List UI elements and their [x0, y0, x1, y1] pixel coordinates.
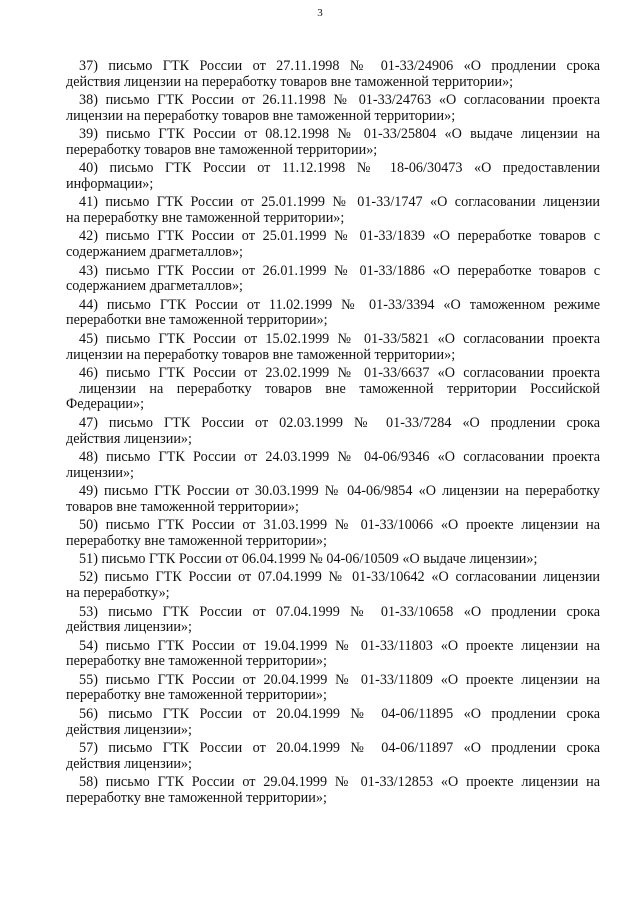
list-item-continuation-line: действия лицензии»; — [66, 619, 192, 636]
list-item — [66, 229, 600, 261]
list-item-first-line: 44) письмо ГТК России от 11.02.1999 № 01-33/3394 «О таможенном режиме — [79, 296, 600, 313]
list-item-continuation-line: лицензии на переработку товаров вне таможенной территории»; — [66, 107, 456, 124]
list-item-continuation-line: переработку товаров вне таможенной территории»; — [66, 141, 378, 158]
list-item — [66, 605, 600, 637]
list-item-first-line: 38) письмо ГТК России от 26.11.1998 № 01-33/24763 «О согласовании проекта — [79, 92, 600, 109]
list-item-continuation-line: действия лицензии»; — [66, 430, 192, 447]
list-item-first-line: 50) письмо ГТК России от 31.03.1999 № 01-33/10066 «О проекте лицензии на — [79, 517, 600, 534]
list-item-first-line: 53) письмо ГТК России от 07.04.1999 № 01-33/10658 «О продлении срока — [79, 603, 600, 620]
list-item-first-line: 51) письмо ГТК России от 06.04.1999 № 04-06/10509 «О выдаче лицензии»; — [79, 551, 538, 568]
list-item — [66, 161, 600, 193]
page-number: 3 — [317, 7, 323, 19]
list-item — [66, 570, 600, 602]
list-item-first-line: 48) письмо ГТК России от 24.03.1999 № 04-06/9346 «О согласовании проекта — [79, 448, 600, 465]
list-item-continuation-line: действия лицензии на переработку товаров вне таможенной территории»; — [66, 73, 514, 90]
list-item — [66, 450, 600, 482]
list-item-continuation-line: на переработку»; — [66, 585, 170, 602]
list-item — [66, 127, 600, 159]
list-item-continuation-line: Федерации»; — [66, 396, 145, 413]
list-item-continuation-line: действия лицензии»; — [66, 755, 192, 772]
list-item — [66, 552, 600, 568]
list-item — [66, 775, 600, 807]
list-item-first-line: 56) письмо ГТК России от 20.04.1999 № 04-06/11895 «О продлении срока — [79, 705, 600, 722]
list-item-first-line: 52) письмо ГТК России от 07.04.1999 № 01-33/10642 «О согласовании лицензии — [79, 569, 600, 586]
list-item-first-line: 40) письмо ГТК России от 11.12.1998 № 18-06/30473 «О предоставлении — [79, 160, 600, 177]
list-item-first-line: 37) письмо ГТК России от 27.11.1998 № 01-33/24906 «О продлении срока — [79, 58, 600, 74]
list-item-continuation-line: товаров вне таможенной территории»; — [66, 498, 299, 515]
list-item-first-line: 46) письмо ГТК России от 23.02.1999 № 01-33/6637 «О согласовании проекта — [79, 364, 600, 381]
list-item-continuation-line: переработку вне таможенной территории»; — [66, 789, 327, 806]
list-item-continuation-line: лицензии на переработку товаров вне таможенной территории»; — [66, 346, 456, 363]
list-item-first-line: 57) письмо ГТК России от 20.04.1999 № 04-06/11897 «О продлении срока — [79, 739, 600, 756]
list-item-continuation-line: переработку вне таможенной территории»; — [66, 653, 327, 670]
list-item — [66, 298, 600, 330]
list-item — [66, 59, 600, 91]
list-item-first-line: 39) письмо ГТК России от 08.12.1998 № 01-33/25804 «О выдаче лицензии на — [79, 126, 600, 143]
list-item-first-line: 54) письмо ГТК России от 19.04.1999 № 01-33/11803 «О проекте лицензии на — [79, 637, 600, 654]
list-item-continuation-line: лицензии»; — [66, 464, 134, 481]
list-item — [66, 264, 600, 296]
list-item-continuation-line: содержанием драгметаллов»; — [66, 244, 243, 261]
list-item-continuation-line: переработку вне таможенной территории»; — [66, 687, 327, 704]
list-item — [66, 366, 600, 413]
list-item — [66, 484, 600, 516]
list-item-first-line: 49) письмо ГТК России от 30.03.1999 № 04-06/9854 «О лицензии на переработку — [79, 482, 600, 499]
list-item-first-line: 47) письмо ГТК России от 02.03.1999 № 01-33/7284 «О продлении срока — [79, 414, 600, 431]
list-item-continuation-line: переработки вне таможенной территории»; — [66, 312, 328, 329]
list-item-first-line: 45) письмо ГТК России от 15.02.1999 № 01-33/5821 «О согласовании проекта — [79, 330, 600, 347]
list-item-first-line: 43) письмо ГТК России от 26.01.1999 № 01-33/1886 «О переработке товаров с — [79, 262, 600, 279]
list-item — [66, 741, 600, 773]
list-item-first-line: 55) письмо ГТК России от 20.04.1999 № 01-33/11809 «О проекте лицензии на — [79, 671, 600, 688]
list-item-continuation-line: на переработку вне таможенной территории»; — [66, 210, 345, 227]
list-item — [66, 639, 600, 671]
list-item — [66, 332, 600, 364]
list-item — [66, 518, 600, 550]
list-item — [66, 707, 600, 739]
list-item-first-line: 41) письмо ГТК России от 25.01.1999 № 01-33/1747 «О согласовании лицензии — [79, 194, 600, 211]
letter-list — [66, 59, 600, 809]
list-item-continuation-line: переработку вне таможенной территории»; — [66, 532, 327, 549]
list-item-continuation-line: информации»; — [66, 176, 154, 193]
list-item — [66, 93, 600, 125]
list-item-continuation-line: действия лицензии»; — [66, 721, 192, 738]
list-item — [66, 673, 600, 705]
list-item-continuation-line: содержанием драгметаллов»; — [66, 278, 243, 295]
list-item — [66, 416, 600, 448]
list-item-continuation-line: лицензии на переработку товаров вне таможенной территории Российской — [79, 380, 600, 397]
list-item-first-line: 42) письмо ГТК России от 25.01.1999 № 01-33/1839 «О переработке товаров с — [79, 228, 600, 245]
list-item — [66, 195, 600, 227]
list-item-first-line: 58) письмо ГТК России от 29.04.1999 № 01-33/12853 «О проекте лицензии на — [79, 773, 600, 790]
